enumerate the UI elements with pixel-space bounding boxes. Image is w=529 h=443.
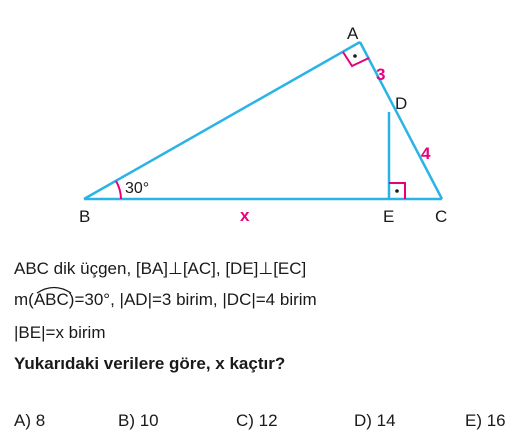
question-text: Yukarıdaki verilere göre, x kaçtır? (14, 354, 286, 373)
problem-statement-line1: ABC dik üçgen, [BA]⊥[AC], [DE]⊥[EC] (14, 259, 307, 278)
length-label-dc: 4 (421, 144, 431, 163)
side-ac (360, 42, 442, 199)
option-e[interactable]: E) 16 (465, 411, 506, 430)
angle-abc-text: ABC (33, 290, 69, 309)
angle-suffix: )=30°, |AD|=3 birim, |DC|=4 birim (68, 290, 317, 309)
angle-label-b: 30° (125, 180, 150, 197)
angle-prefix: m( (14, 290, 34, 309)
option-a[interactable]: A) 8 (14, 411, 46, 430)
vertex-label-e: E (383, 207, 395, 226)
angle-arc-icon (34, 284, 74, 294)
length-label-ad: 3 (376, 65, 386, 84)
problem-statement-line2 (14, 290, 317, 310)
length-label-be: x (240, 206, 250, 225)
right-angle-dot-e (395, 189, 399, 193)
angle-arc-b (116, 181, 121, 199)
right-angle-dot-a (353, 54, 357, 58)
option-c[interactable]: C) 12 (236, 411, 278, 430)
problem-statement-line3: |BE|=x birim (14, 323, 106, 342)
vertex-label-c: C (435, 207, 448, 226)
option-d[interactable]: D) 14 (354, 411, 396, 430)
vertex-label-a: A (347, 24, 359, 43)
side-ba (84, 42, 360, 199)
vertex-label-d: D (395, 94, 408, 113)
vertex-label-b: B (79, 207, 91, 226)
angle-abc (34, 290, 69, 310)
option-b[interactable]: B) 10 (118, 411, 159, 430)
